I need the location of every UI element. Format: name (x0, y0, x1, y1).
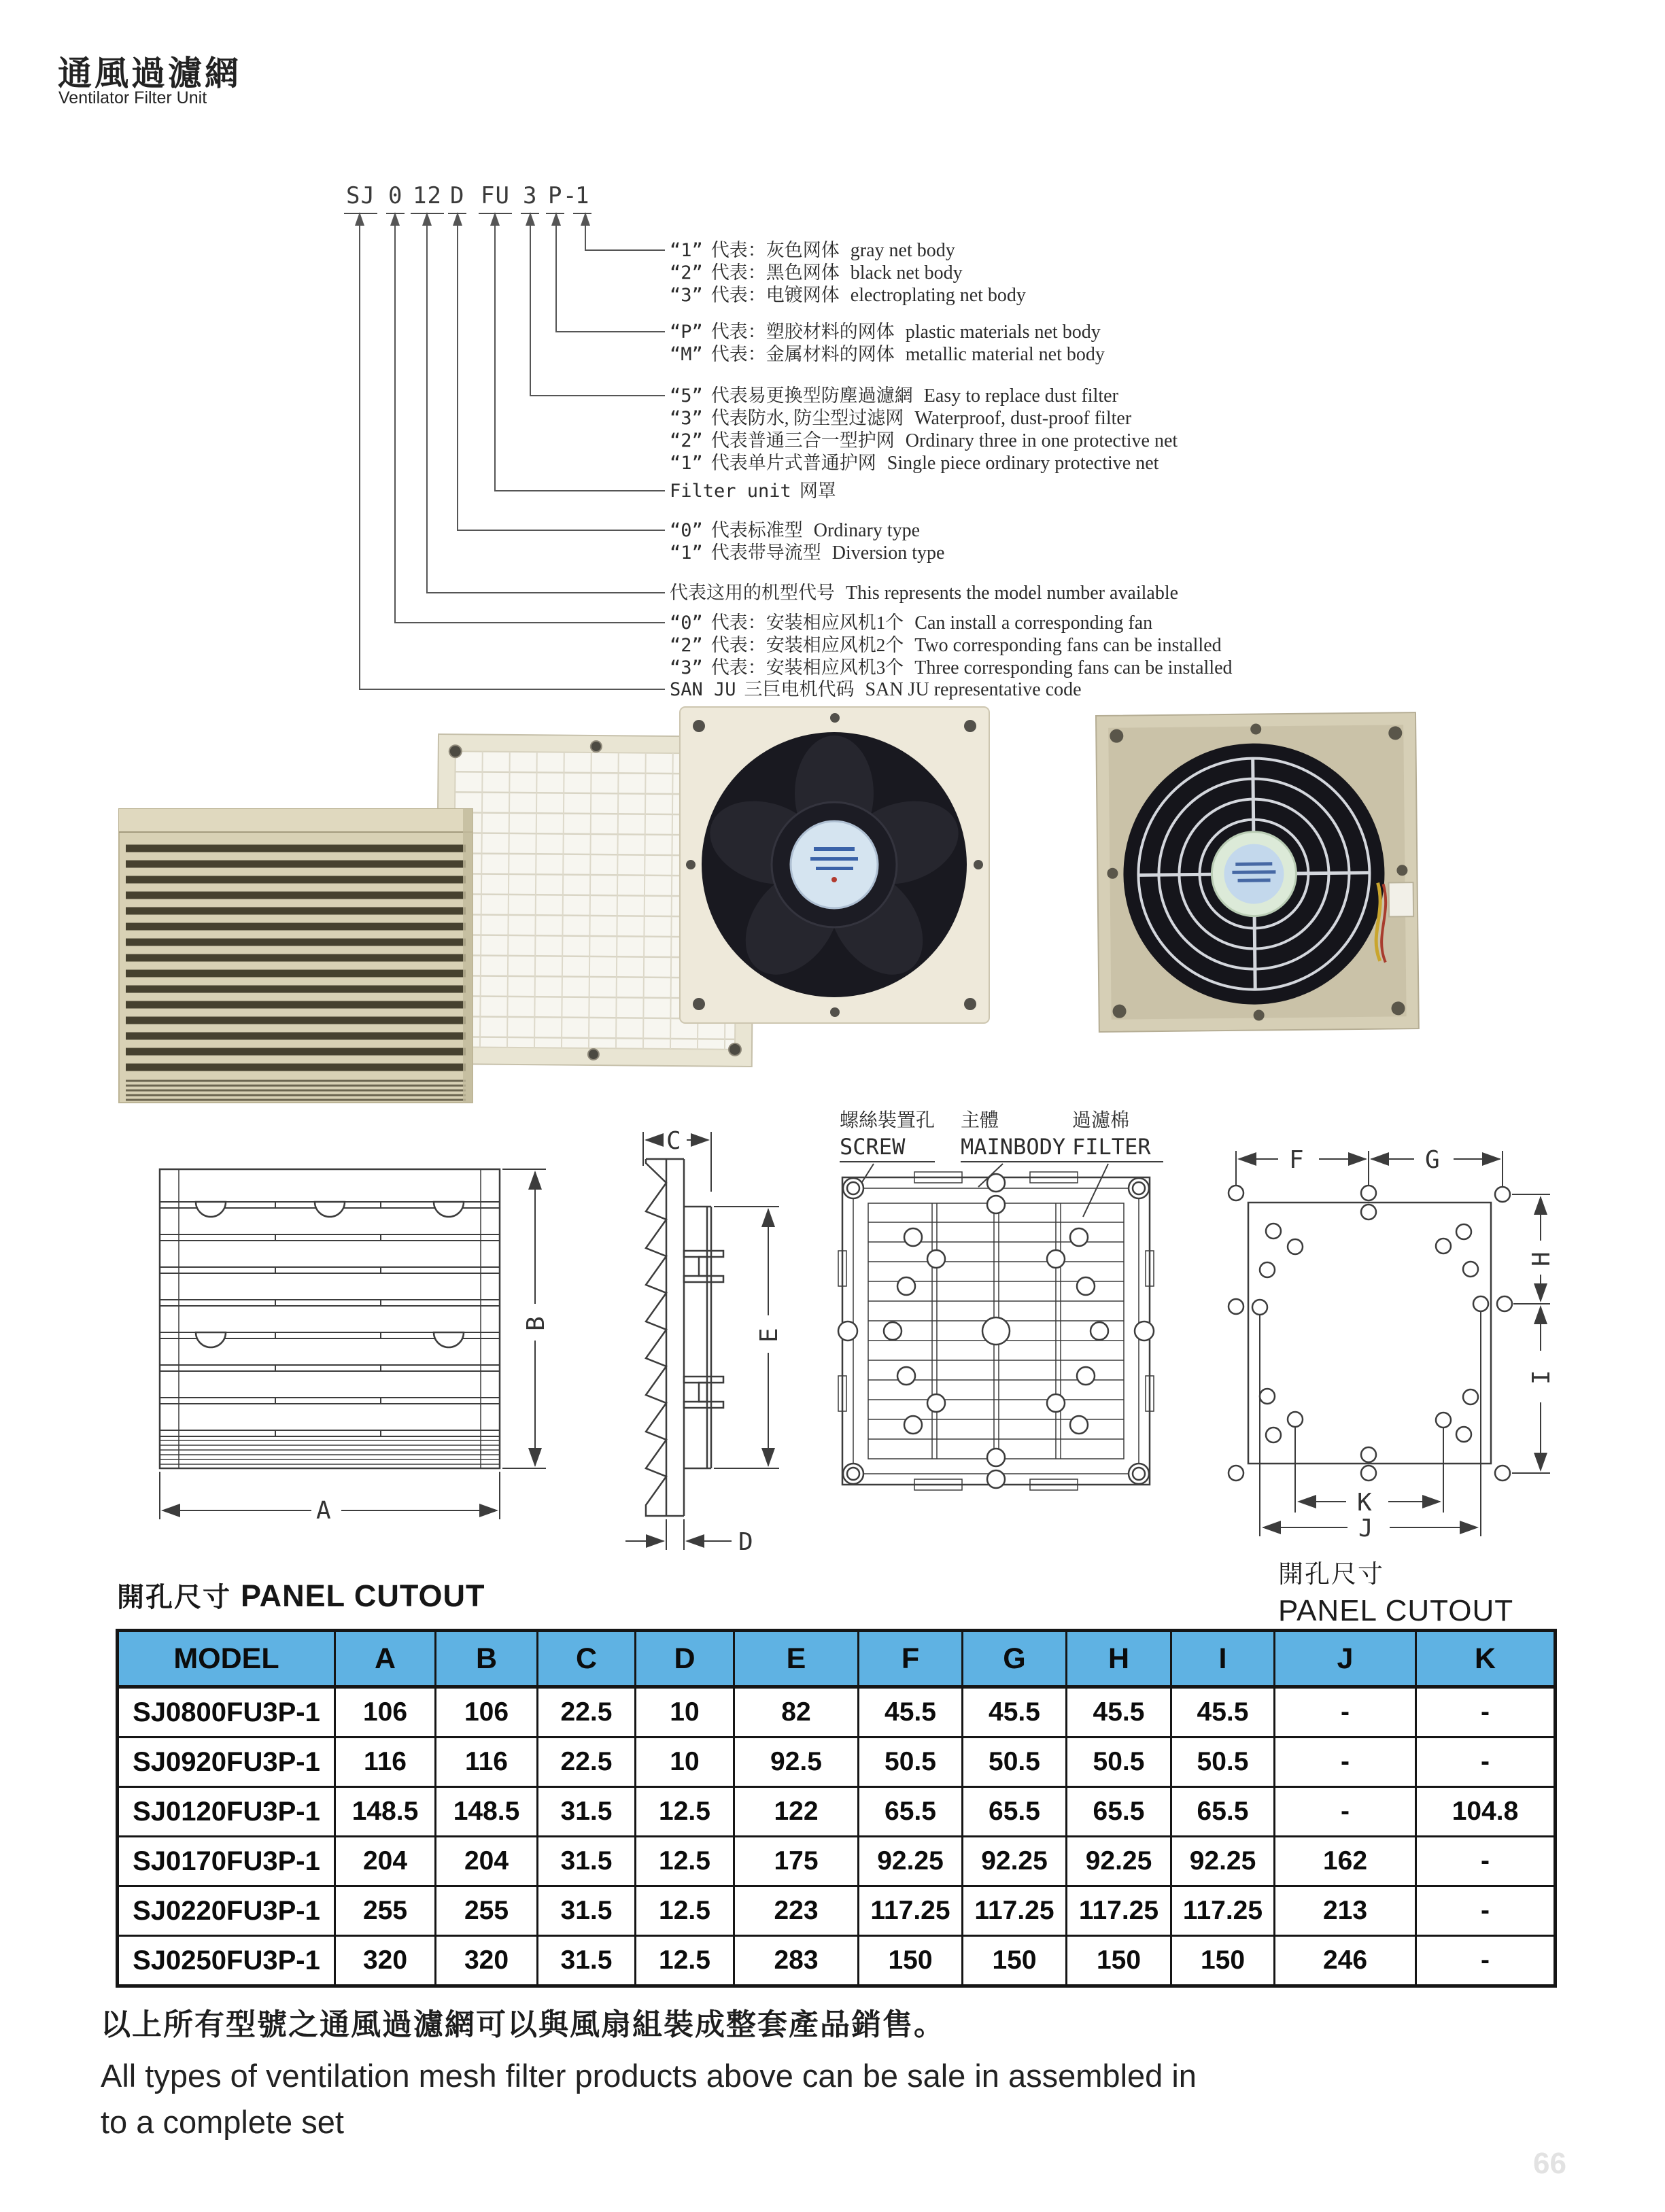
code-segment: 3 (521, 182, 539, 214)
dim-cell: 162 (1275, 1837, 1416, 1886)
desc-en: SAN JU representative code (865, 679, 1082, 700)
product-photos (102, 697, 1448, 1105)
dim-k-label: K (1357, 1489, 1372, 1517)
desc-zh: 代表带导流型 (710, 542, 821, 563)
page-subtitle: Ventilator Filter Unit (58, 88, 207, 107)
footer-note-en-line1: All types of ventilation mesh filter products above can be sale in assembled in (101, 2058, 1197, 2094)
dim-cell: 92.25 (1067, 1837, 1171, 1886)
desc-code: “1” (670, 453, 703, 474)
table-header-cell: B (436, 1631, 538, 1687)
code-segment: FU (479, 182, 512, 214)
model-code-diagram (326, 182, 1387, 733)
dim-cell: - (1416, 1936, 1556, 1986)
dim-cell: 92.25 (963, 1837, 1067, 1886)
desc-code: “2” (670, 262, 703, 283)
code-segment: 12 (411, 182, 444, 214)
desc-en: Three corresponding fans can be installed (914, 657, 1233, 678)
dim-j-label: J (1358, 1515, 1373, 1542)
desc-code: “0” (670, 612, 703, 634)
page-title: 通風過濾網 (58, 54, 241, 92)
drawing-side-view (598, 1118, 829, 1567)
dim-cell: 22.5 (538, 1738, 636, 1787)
desc-zh: 代表单片式普通护网 (710, 453, 876, 473)
dim-cell: 10 (636, 1738, 734, 1787)
desc-zh: 三巨电机代码 (744, 679, 855, 699)
table-row (118, 1787, 1556, 1837)
dim-cell: 92.25 (1171, 1837, 1275, 1886)
dim-g-label: G (1425, 1146, 1440, 1174)
desc-code: “1” (670, 240, 703, 261)
desc-code: “3” (670, 408, 703, 429)
dim-cell: 213 (1275, 1886, 1416, 1936)
dim-cell: 122 (734, 1787, 859, 1837)
desc-row (670, 519, 944, 542)
desc-group (670, 480, 847, 502)
model-cell: SJ0120FU3P-1 (118, 1787, 335, 1837)
desc-zh: 代表标准型 (710, 520, 803, 540)
dim-cell: 92.25 (859, 1837, 963, 1886)
dim-cell: 117.25 (859, 1886, 963, 1936)
dim-cell: 65.5 (859, 1787, 963, 1837)
desc-zh: 代表：灰色网体 (710, 240, 840, 260)
desc-zh: 代表易更換型防塵過濾網 (710, 385, 913, 406)
model-cell: SJ0250FU3P-1 (118, 1936, 335, 1986)
table-header-cell: F (859, 1631, 963, 1687)
dim-cell: 150 (1171, 1936, 1275, 1986)
desc-en: Can install a corresponding fan (914, 612, 1153, 634)
table-header-cell: J (1275, 1631, 1416, 1687)
desc-zh: 代表防水, 防尘型过滤网 (710, 408, 904, 428)
desc-group (670, 239, 1026, 307)
desc-en: Ordinary three in one protective net (905, 430, 1178, 451)
dim-cell: 82 (734, 1687, 859, 1738)
desc-zh: 代表这用的机型代号 (670, 583, 835, 603)
code-segment: SJ (344, 182, 377, 214)
filter-label: 過濾棉 FILTER (1072, 1105, 1163, 1162)
desc-code: “P” (670, 322, 703, 343)
desc-en: Diversion type (831, 542, 945, 564)
dim-cell: 104.8 (1416, 1787, 1556, 1837)
code-separator: - (563, 182, 577, 209)
fan-module-photo (680, 707, 989, 1023)
drawing-panel-cutout (1203, 1111, 1598, 1550)
table-header-cell: H (1067, 1631, 1171, 1687)
model-cell: SJ0920FU3P-1 (118, 1738, 335, 1787)
table-header-cell: MODEL (118, 1631, 335, 1687)
dim-cell: 106 (335, 1687, 436, 1738)
footer-note-en-line2: to a complete set (101, 2104, 344, 2140)
desc-row (670, 262, 1026, 284)
desc-en: Waterproof, dust-proof filter (914, 408, 1132, 429)
dim-cell: 50.5 (1171, 1738, 1275, 1787)
desc-zh: 代表普通三合一型护网 (710, 430, 895, 451)
desc-group (670, 385, 1178, 474)
desc-en: Ordinary type (813, 520, 921, 541)
desc-en: Easy to replace dust filter (923, 385, 1118, 407)
desc-code: “3” (670, 657, 703, 678)
mainbody-drawing (833, 1101, 1186, 1523)
desc-en: plastic materials net body (905, 322, 1101, 343)
dim-a-label: A (316, 1497, 331, 1525)
dim-cell: 175 (734, 1837, 859, 1886)
desc-group (670, 519, 944, 564)
dim-cell: 50.5 (859, 1738, 963, 1787)
footer-note-zh: 以上所有型號之通風過濾網可以與風扇組裝成整套產品銷售。 (101, 2008, 945, 2041)
assembled-back-photo (1096, 712, 1419, 1032)
dim-cell: - (1416, 1886, 1556, 1936)
dim-b-label: B (522, 1316, 550, 1331)
dim-cell: 65.5 (1171, 1787, 1275, 1837)
desc-zh: 网罩 (799, 481, 836, 501)
dim-cell: 12.5 (636, 1936, 734, 1986)
dim-cell: 45.5 (963, 1687, 1067, 1738)
dim-d-label: D (738, 1528, 753, 1556)
mainbody-label: 主體 MAINBODY (961, 1105, 1078, 1162)
table-header-row (118, 1631, 1556, 1687)
desc-row (670, 480, 847, 502)
panel-cutout-table (116, 1629, 1557, 1988)
cutout-caption: 開孔尺寸 PANEL CUTOUT (1278, 1560, 1514, 1627)
desc-code: SAN JU (670, 679, 736, 700)
drawing-front-view (146, 1149, 574, 1543)
code-segment: D (448, 182, 466, 214)
dim-cell: 246 (1275, 1936, 1416, 1986)
dim-cell: 45.5 (1067, 1687, 1171, 1738)
dim-cell: 31.5 (538, 1936, 636, 1986)
desc-zh: 代表：塑胶材料的网体 (710, 322, 895, 342)
desc-row (670, 284, 1026, 307)
dim-cell: 65.5 (963, 1787, 1067, 1837)
desc-group (670, 321, 1105, 366)
dim-cell: 45.5 (859, 1687, 963, 1738)
dim-cell: 255 (335, 1886, 436, 1936)
desc-row (670, 385, 1178, 407)
dim-cell: 12.5 (636, 1837, 734, 1886)
desc-zh: 代表：黑色网体 (710, 262, 840, 283)
dim-cell: 31.5 (538, 1886, 636, 1936)
dim-cell: 204 (335, 1837, 436, 1886)
table-heading: 開孔尺寸 PANEL CUTOUT (117, 1578, 485, 1613)
desc-code: “0” (670, 520, 703, 541)
dim-cell: 50.5 (1067, 1738, 1171, 1787)
dim-e-label: E (755, 1328, 783, 1343)
dim-cell: 320 (335, 1936, 436, 1986)
model-cell: SJ0170FU3P-1 (118, 1837, 335, 1886)
dim-cell: 320 (436, 1936, 538, 1986)
dim-cell: 116 (335, 1738, 436, 1787)
dim-cell: 117.25 (1171, 1886, 1275, 1936)
dim-cell: 150 (1067, 1936, 1171, 1986)
desc-code: “M” (670, 344, 703, 365)
dim-cell: 45.5 (1171, 1687, 1275, 1738)
dim-cell: 31.5 (538, 1787, 636, 1837)
drawing-mainbody (833, 1101, 1186, 1523)
desc-zh: 代表：安装相应风机2个 (710, 635, 904, 655)
dim-cell: 150 (859, 1936, 963, 1986)
desc-row (670, 582, 1178, 604)
model-cell: SJ0220FU3P-1 (118, 1886, 335, 1936)
table-row (118, 1687, 1556, 1738)
desc-code: “3” (670, 285, 703, 306)
dim-cell: 12.5 (636, 1886, 734, 1936)
dim-h-label: H (1528, 1251, 1556, 1266)
desc-code: “5” (670, 385, 703, 407)
desc-en: This represents the model number available (846, 583, 1179, 604)
dim-cell: 255 (436, 1886, 538, 1936)
dim-cell: 65.5 (1067, 1787, 1171, 1837)
table-header-cell: E (734, 1631, 859, 1687)
dim-cell: 106 (436, 1687, 538, 1738)
table-header-cell: K (1416, 1631, 1556, 1687)
desc-row (670, 239, 1026, 262)
dim-cell: - (1275, 1687, 1416, 1738)
desc-row (670, 430, 1178, 452)
dim-cell: 204 (436, 1837, 538, 1886)
dim-c-label: C (666, 1127, 681, 1155)
desc-en: Two corresponding fans can be installed (914, 635, 1222, 656)
desc-en: black net body (850, 262, 963, 283)
dim-cell: - (1416, 1837, 1556, 1886)
desc-row (670, 407, 1178, 430)
dim-i-label: I (1528, 1370, 1556, 1385)
desc-en: metallic material net body (905, 344, 1105, 365)
table-header-cell: C (538, 1631, 636, 1687)
desc-en: electroplating net body (850, 285, 1026, 306)
dim-cell: 117.25 (963, 1886, 1067, 1936)
dim-cell: 92.5 (734, 1738, 859, 1787)
dim-cell: - (1416, 1738, 1556, 1787)
desc-zh: 代表：电镀网体 (710, 285, 840, 305)
desc-en: Single piece ordinary protective net (887, 453, 1159, 474)
dim-cell: 117.25 (1067, 1886, 1171, 1936)
grille-photo (119, 809, 473, 1103)
code-segment: 0 (386, 182, 405, 214)
dim-cell: - (1275, 1738, 1416, 1787)
desc-code: Filter unit (670, 481, 791, 502)
table-body (118, 1687, 1556, 1986)
desc-row (670, 634, 1233, 657)
table-row (118, 1936, 1556, 1986)
dim-cell: 148.5 (335, 1787, 436, 1837)
desc-code: “2” (670, 430, 703, 451)
dim-cell: 116 (436, 1738, 538, 1787)
dim-cell: 10 (636, 1687, 734, 1738)
dim-cell: 150 (963, 1936, 1067, 1986)
desc-zh: 代表：金属材料的网体 (710, 344, 895, 364)
dim-cell: 283 (734, 1936, 859, 1986)
desc-row (670, 321, 1105, 343)
desc-code: “1” (670, 542, 703, 564)
screw-label: 螺絲裝置孔 SCREW (840, 1105, 935, 1162)
desc-zh: 代表：安装相应风机1个 (710, 612, 904, 633)
model-cell: SJ0800FU3P-1 (118, 1687, 335, 1738)
code-segment: 1 (573, 182, 591, 214)
table-header-cell: A (335, 1631, 436, 1687)
desc-row (670, 612, 1233, 634)
table-header-cell: G (963, 1631, 1067, 1687)
desc-row (670, 343, 1105, 366)
dim-cell: - (1416, 1687, 1556, 1738)
table-header-cell: I (1171, 1631, 1275, 1687)
dim-cell: 50.5 (963, 1738, 1067, 1787)
dim-cell: 31.5 (538, 1837, 636, 1886)
dim-cell: 223 (734, 1886, 859, 1936)
desc-code: “2” (670, 635, 703, 656)
dim-cell: 148.5 (436, 1787, 538, 1837)
dim-cell: 12.5 (636, 1787, 734, 1837)
desc-row (670, 452, 1178, 474)
table-row (118, 1738, 1556, 1787)
dim-cell: 22.5 (538, 1687, 636, 1738)
dim-f-label: F (1289, 1146, 1304, 1174)
dim-cell: - (1275, 1787, 1416, 1837)
table-row (118, 1837, 1556, 1886)
desc-en: gray net body (850, 240, 955, 261)
desc-row (670, 657, 1233, 679)
desc-group (670, 612, 1233, 679)
table-row (118, 1886, 1556, 1936)
table-header-cell: D (636, 1631, 734, 1687)
desc-zh: 代表：安装相应风机3个 (710, 657, 904, 678)
page-number: 66 (1533, 2147, 1566, 2180)
desc-row (670, 542, 944, 564)
desc-group (670, 582, 1178, 604)
code-segment: P (546, 182, 564, 214)
